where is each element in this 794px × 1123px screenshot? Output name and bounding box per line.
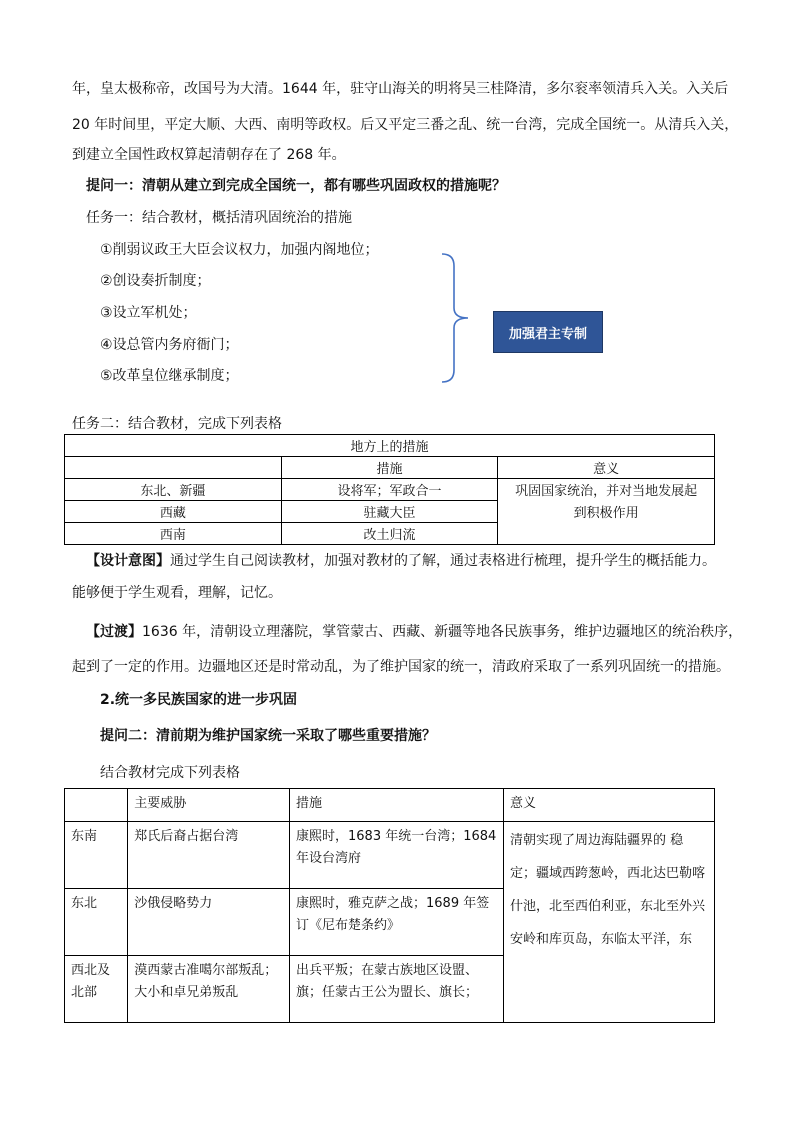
region-cell [65,956,128,1023]
transition-text: 1636 年，清朝设立理藩院，掌管蒙古、西藏、新疆等地各民族事务，维护边疆地区的统治秩序， [142,624,743,640]
threat-cell: 沙俄侵略势力 [128,889,290,956]
region-line: 西北及 [71,963,111,978]
design-intent-label: 【设计意图】 [86,553,170,569]
design-intent-line-1 [86,551,716,571]
threat-cell [128,956,290,1023]
table-header: 措施 [290,789,504,822]
section-2-title: 2.统一多民族国家的进一步巩固 [100,692,298,708]
question-1: 提问一：清朝从建立到完成全国统一，都有哪些巩固政权的措施呢？ [86,178,506,194]
task-1-item: ⑤改革皇位继承制度； [100,368,239,384]
result-box: 加强君主专制 [493,311,603,353]
intro-line-3: 到建立全国性政权算起清朝存在了 268 年。 [72,147,346,163]
task-1-item: ③设立军机处； [100,305,197,321]
table-header: 意义 [504,789,715,822]
measure-line: 康熙时，1683 年统一台湾；1684 [296,829,497,844]
task-1-title: 任务一：结合教材，概括清巩固统治的措施 [86,210,352,226]
region-cell: 东南 [65,822,128,889]
intro-line-1: 年，皇太极称帝，改国号为大清。1644 年，驻守山海关的明将吴三桂降清，多尔衮率领清兵入关。入关后 [72,81,729,97]
consolidation-table [64,788,715,1023]
table-header: 主要威胁 [128,789,290,822]
significance-line: 定；疆域西跨葱岭，西北达巴勒喀 [510,866,706,881]
measure-line: 出兵平叛；在蒙古族地区设盟、 [296,963,479,978]
measure-cell [290,956,504,1023]
measure-line: 旗；任蒙古王公为盟长、旗长； [296,985,479,1000]
task-1-item: ④设总管内务府衙门； [100,337,239,353]
significance-line: 什池，北至西伯利亚，东北至外兴 [510,899,706,914]
threat-cell: 郑氏后裔占据台湾 [128,822,290,889]
table-header: 意义 [498,457,715,479]
significance-cell [498,479,715,545]
table-caption: 地方上的措施 [65,435,715,457]
measure-cell [290,889,504,956]
significance-cell [504,822,715,1023]
table-cell: 西藏 [65,501,282,523]
measure-cell [290,822,504,889]
region-cell: 东北 [65,889,128,956]
significance-line: 清朝实现了周边海陆疆界的 稳 [510,833,684,848]
question-2: 提问二：清前期为维护国家统一采取了哪些重要措施？ [100,728,436,744]
table-header: 措施 [281,457,498,479]
design-intent-text: 通过学生自己阅读教材，加强对教材的了解，通过表格进行梳理，提升学生的概括能力。 [170,553,716,569]
measure-line: 年设台湾府 [296,851,362,866]
local-measures-table [64,434,715,545]
design-intent-line-2: 能够便于学生观看，理解，记忆。 [72,585,282,601]
transition-line-1 [86,622,742,642]
significance-line: 安岭和库页岛，东临太平洋，东 [510,932,693,947]
task-2-title: 任务二：结合教材，完成下列表格 [72,416,282,432]
task-1-item: ②创设奏折制度； [100,273,211,289]
threat-line: 漠西蒙古准噶尔部叛乱； [134,963,278,978]
table-cell: 设将军；军政合一 [281,479,498,501]
transition-label: 【过渡】 [86,624,142,640]
significance-line: 到积极作用 [573,506,639,521]
measure-line: 订《尼布楚条约》 [296,918,401,933]
table-cell: 驻藏大臣 [281,501,498,523]
measure-line: 康熙时，雅克萨之战；1689 年签 [296,896,490,911]
table-cell: 改土归流 [281,523,498,545]
table-2-intro: 结合教材完成下列表格 [100,765,240,781]
right-brace-icon [440,252,480,384]
table-cell: 西南 [65,523,282,545]
table-header [65,457,282,479]
table-header [65,789,128,822]
task-1-item: ①削弱议政王大臣会议权力，加强内阁地位； [100,242,379,258]
transition-line-2: 起到了一定的作用。边疆地区还是时常动乱，为了维护国家的统一，清政府采取了一系列巩固统一的措施。 [72,659,730,675]
region-line: 北部 [71,985,98,1000]
table-cell: 东北、新疆 [65,479,282,501]
intro-line-2: 20 年时间里，平定大顺、大西、南明等政权。后又平定三番之乱、统一台湾，完成全国统一。从清兵入关， [72,117,739,133]
threat-line: 大小和卓兄弟叛乱 [134,985,239,1000]
significance-line: 巩固国家统治，并对当地发展起 [515,484,698,499]
